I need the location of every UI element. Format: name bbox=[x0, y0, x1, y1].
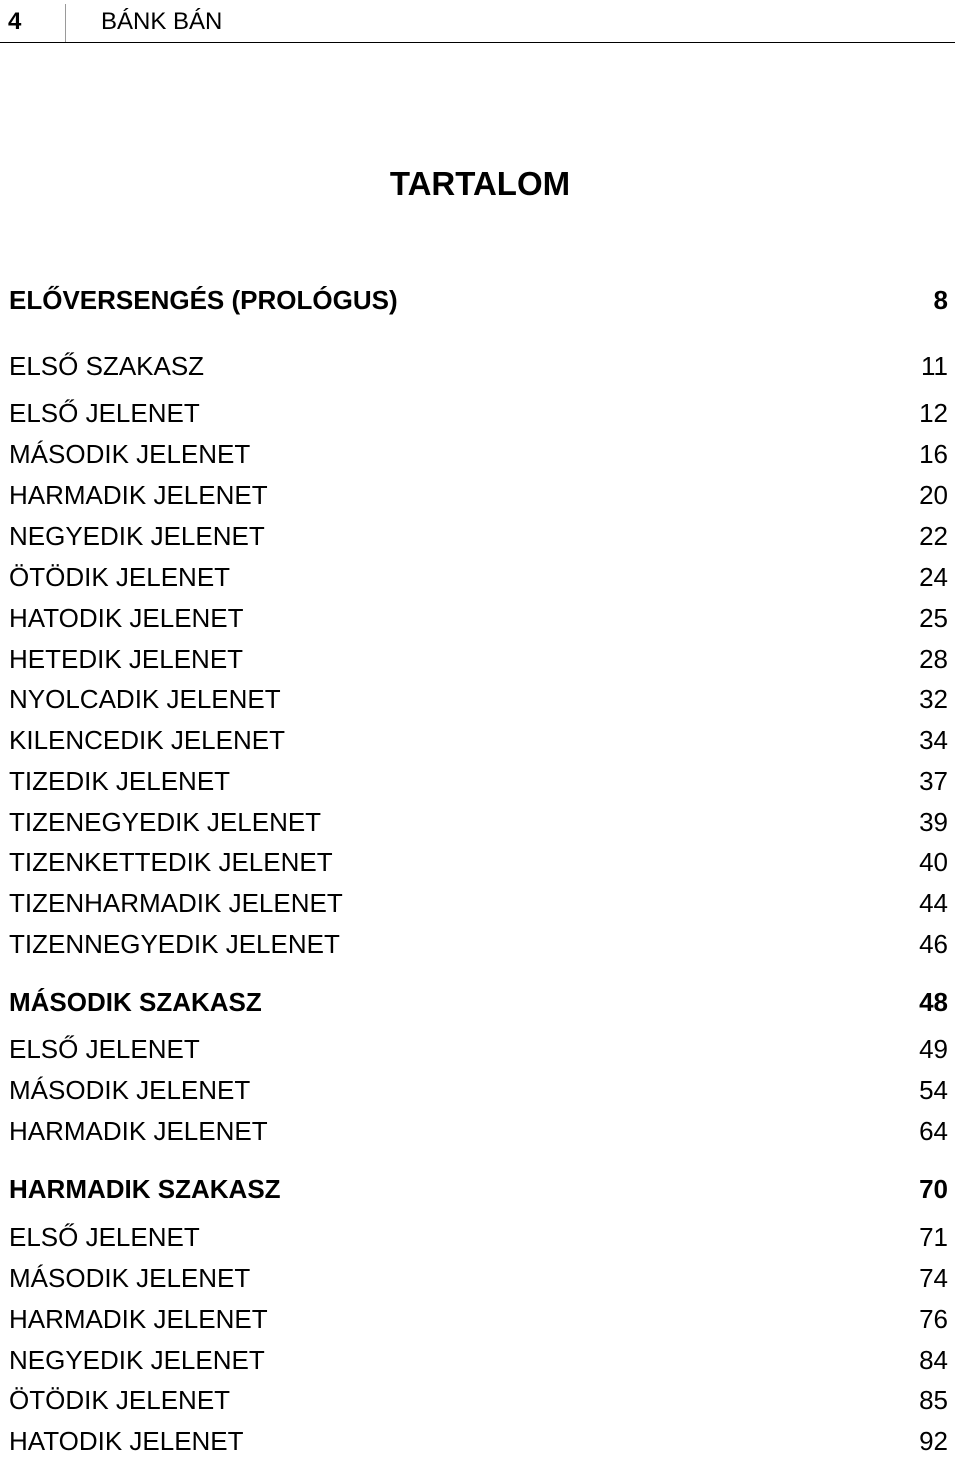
toc-entry-label: MÁSODIK JELENET bbox=[9, 1075, 251, 1105]
toc-entry-label: ÖTÖDIK JELENET bbox=[9, 1385, 231, 1415]
toc-entry-page: 54 bbox=[919, 1075, 948, 1105]
toc-entry-page: 71 bbox=[919, 1222, 948, 1252]
toc-scene-entry bbox=[9, 1220, 948, 1254]
toc-scene-entry bbox=[9, 437, 948, 471]
toc-entry-page: 64 bbox=[919, 1116, 948, 1146]
page-header bbox=[0, 0, 955, 43]
toc-scene-entry bbox=[9, 349, 948, 383]
toc-entry-label: ELSŐ SZAKASZ bbox=[9, 351, 205, 381]
toc-scene-entry bbox=[9, 764, 948, 798]
toc-section-entry bbox=[9, 1172, 948, 1206]
toc-entry-label: NEGYEDIK JELENET bbox=[9, 521, 265, 551]
toc-entry-label: HARMADIK JELENET bbox=[9, 1116, 268, 1146]
toc-entry-label: TIZENHARMADIK JELENET bbox=[9, 888, 343, 918]
toc-scene-entry bbox=[9, 1114, 948, 1148]
toc-entry-label: ELŐVERSENGÉS (PROLÓGUS) bbox=[9, 285, 398, 315]
toc-scene-entry bbox=[9, 1032, 948, 1066]
toc-scene-entry bbox=[9, 1261, 948, 1295]
toc-section-entry bbox=[9, 985, 948, 1019]
toc-entry-label: MÁSODIK JELENET bbox=[9, 1263, 251, 1293]
toc-scene-entry bbox=[9, 1302, 948, 1336]
toc-entry-label: ELSŐ JELENET bbox=[9, 1222, 200, 1252]
toc-scene-entry bbox=[9, 560, 948, 594]
toc-entry-label: TIZENKETTEDIK JELENET bbox=[9, 847, 333, 877]
toc-scene-entry bbox=[9, 519, 948, 553]
toc-scene-entry bbox=[9, 1383, 948, 1417]
toc-scene-entry bbox=[9, 601, 948, 635]
toc-entry-page: 20 bbox=[919, 480, 948, 510]
toc-entry-page: 22 bbox=[919, 521, 948, 551]
toc-entry-label: ÖTÖDIK JELENET bbox=[9, 562, 231, 592]
toc-entry-label: TIZENEGYEDIK JELENET bbox=[9, 807, 322, 837]
toc-scene-entry bbox=[9, 1424, 948, 1458]
toc-entry-page: 74 bbox=[919, 1263, 948, 1293]
toc-entry-page: 28 bbox=[919, 644, 948, 674]
toc-entry-label: ELSŐ JELENET bbox=[9, 398, 200, 428]
toc-entry-label: HATODIK JELENET bbox=[9, 603, 244, 633]
toc-entry-label: ELSŐ JELENET bbox=[9, 1034, 200, 1064]
toc-entry-page: 48 bbox=[919, 987, 948, 1017]
toc-entry-page: 70 bbox=[919, 1174, 948, 1204]
toc-entry-label: MÁSODIK SZAKASZ bbox=[9, 987, 262, 1017]
toc-entry-label: HARMADIK SZAKASZ bbox=[9, 1174, 281, 1204]
toc-entry-label: NYOLCADIK JELENET bbox=[9, 684, 281, 714]
toc-entry-page: 84 bbox=[919, 1345, 948, 1375]
toc-scene-entry bbox=[9, 478, 948, 512]
toc-scene-entry bbox=[9, 927, 948, 961]
toc-entry-page: 49 bbox=[919, 1034, 948, 1064]
toc-entry-page: 39 bbox=[919, 807, 948, 837]
toc-entry-page: 44 bbox=[919, 888, 948, 918]
toc-entry-page: 85 bbox=[919, 1385, 948, 1415]
toc-entry-page: 24 bbox=[919, 562, 948, 592]
page-number: 4 bbox=[8, 8, 22, 35]
toc-section-entry bbox=[9, 283, 948, 317]
toc-scene-entry bbox=[9, 682, 948, 716]
toc-entry-label: KILENCEDIK JELENET bbox=[9, 725, 285, 755]
toc-scene-entry bbox=[9, 886, 948, 920]
toc-scene-entry bbox=[9, 723, 948, 757]
toc-title: TARTALOM bbox=[389, 165, 571, 202]
toc-scene-entry bbox=[9, 1073, 948, 1107]
toc-entry-page: 37 bbox=[919, 766, 948, 796]
toc-entry-label: HETEDIK JELENET bbox=[9, 644, 244, 674]
toc-entry-page: 40 bbox=[919, 847, 948, 877]
toc-scene-entry bbox=[9, 1343, 948, 1377]
toc-entry-page: 12 bbox=[919, 398, 948, 428]
toc-entry-label: TIZEDIK JELENET bbox=[9, 766, 231, 796]
toc-entry-page: 92 bbox=[919, 1426, 948, 1456]
toc-entry-label: HARMADIK JELENET bbox=[9, 1304, 268, 1334]
toc-entry-page: 46 bbox=[919, 929, 948, 959]
toc-scene-entry bbox=[9, 642, 948, 676]
toc-entry-label: HARMADIK JELENET bbox=[9, 480, 268, 510]
toc-entry-page: 32 bbox=[919, 684, 948, 714]
toc-entry-label: HATODIK JELENET bbox=[9, 1426, 244, 1456]
toc-scene-entry bbox=[9, 845, 948, 879]
header-divider bbox=[65, 4, 66, 42]
running-head: BÁNK BÁN bbox=[101, 8, 223, 35]
toc-entry-page: 34 bbox=[919, 725, 948, 755]
toc-scene-entry bbox=[9, 396, 948, 430]
toc-entry-page: 8 bbox=[933, 285, 948, 315]
toc-entry-page: 11 bbox=[921, 351, 948, 381]
toc-entry-label: NEGYEDIK JELENET bbox=[9, 1345, 265, 1375]
toc-entry-page: 25 bbox=[919, 603, 948, 633]
toc-entry-label: TIZENNEGYEDIK JELENET bbox=[9, 929, 340, 959]
toc-scene-entry bbox=[9, 805, 948, 839]
toc-entry-label: MÁSODIK JELENET bbox=[9, 439, 251, 469]
toc-entry-page: 16 bbox=[919, 439, 948, 469]
toc-entry-page: 76 bbox=[919, 1304, 948, 1334]
